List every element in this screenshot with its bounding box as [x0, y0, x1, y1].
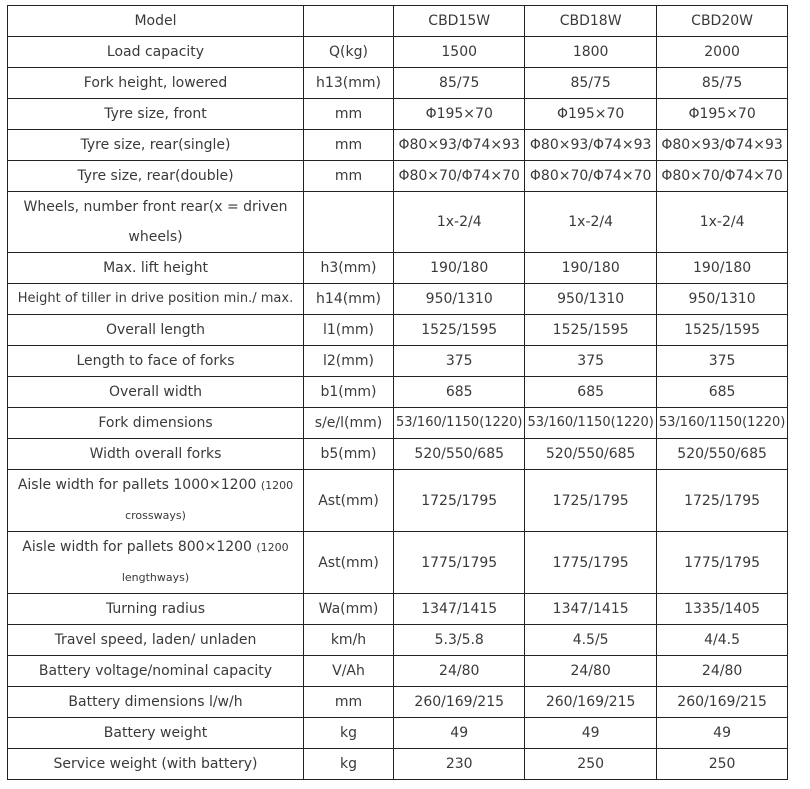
row-label: Overall length: [8, 315, 304, 346]
row-value: Φ195×70: [394, 99, 525, 130]
row-label-line-2: wheels): [128, 229, 183, 245]
row-value: 1775/1795: [525, 532, 656, 594]
row-unit: Q(kg): [304, 37, 394, 68]
row-value: Φ80×70/Φ74×70: [525, 161, 656, 192]
row-value: 375: [656, 346, 787, 377]
row-value: 250: [525, 749, 656, 780]
row-value: 4.5/5: [525, 625, 656, 656]
row-label: Height of tiller in drive position min./ max.: [8, 284, 304, 315]
row-unit: kg: [304, 749, 394, 780]
row-value: Φ80×70/Φ74×70: [656, 161, 787, 192]
row-unit: km/h: [304, 625, 394, 656]
table-row: [8, 99, 788, 130]
table-row: [8, 656, 788, 687]
header-model: Model: [8, 6, 304, 37]
row-value: 190/180: [525, 253, 656, 284]
row-value: 520/550/685: [656, 439, 787, 470]
row-label: Load capacity: [8, 37, 304, 68]
table-row: [8, 346, 788, 377]
row-value: 1725/1795: [394, 470, 525, 532]
row-label: [8, 532, 304, 594]
row-value: 950/1310: [525, 284, 656, 315]
row-value: 49: [525, 718, 656, 749]
row-value: 1725/1795: [525, 470, 656, 532]
row-value: 24/80: [656, 656, 787, 687]
row-label: Overall width: [8, 377, 304, 408]
table-row: [8, 625, 788, 656]
row-unit: [304, 192, 394, 253]
row-value: 1775/1795: [394, 532, 525, 594]
row-value: 230: [394, 749, 525, 780]
row-value: Φ80×93/Φ74×93: [525, 130, 656, 161]
row-value: 1525/1595: [656, 315, 787, 346]
table-row: [8, 377, 788, 408]
row-value: 1500: [394, 37, 525, 68]
row-value: 250: [656, 749, 787, 780]
row-value: 1x-2/4: [525, 192, 656, 253]
row-label: [8, 192, 304, 253]
table-row: [8, 315, 788, 346]
row-unit: Ast(mm): [304, 532, 394, 594]
row-value: 685: [394, 377, 525, 408]
row-value: Φ80×93/Φ74×93: [656, 130, 787, 161]
row-value: 1775/1795: [656, 532, 787, 594]
row-value: 1725/1795: [656, 470, 787, 532]
row-label: Battery voltage/nominal capacity: [8, 656, 304, 687]
table-row: [8, 687, 788, 718]
table-row: [8, 253, 788, 284]
row-label: Length to face of forks: [8, 346, 304, 377]
table-row: [8, 161, 788, 192]
row-label-note: (1200: [260, 479, 294, 492]
row-unit: kg: [304, 718, 394, 749]
row-label: Max. lift height: [8, 253, 304, 284]
row-label-line-2: crossways): [125, 509, 186, 522]
row-value: 53/160/1150(1220): [525, 408, 656, 439]
row-unit: h3(mm): [304, 253, 394, 284]
row-value: 1335/1405: [656, 594, 787, 625]
row-unit: h13(mm): [304, 68, 394, 99]
row-unit: V/Ah: [304, 656, 394, 687]
row-unit: s/e/l(mm): [304, 408, 394, 439]
row-value: 5.3/5.8: [394, 625, 525, 656]
table-row: [8, 408, 788, 439]
row-label: Travel speed, laden/ unladen: [8, 625, 304, 656]
row-value: 2000: [656, 37, 787, 68]
table-row: [8, 68, 788, 99]
row-unit: mm: [304, 130, 394, 161]
row-label: Service weight (with battery): [8, 749, 304, 780]
row-label-line-2: lengthways): [121, 571, 190, 584]
header-model-3: CBD20W: [656, 6, 787, 37]
row-unit: l2(mm): [304, 346, 394, 377]
table-row: [8, 749, 788, 780]
row-value: 4/4.5: [656, 625, 787, 656]
header-model-1: CBD15W: [394, 6, 525, 37]
row-value: 260/169/215: [394, 687, 525, 718]
row-label-main: Aisle width for pallets 1000×1200: [17, 477, 257, 493]
table-row: [8, 284, 788, 315]
row-unit: b1(mm): [304, 377, 394, 408]
row-value: 1525/1595: [525, 315, 656, 346]
row-unit: b5(mm): [304, 439, 394, 470]
row-unit: Ast(mm): [304, 470, 394, 532]
row-value: Φ80×70/Φ74×70: [394, 161, 525, 192]
header-unit: [304, 6, 394, 37]
row-value: 49: [656, 718, 787, 749]
row-value: 685: [656, 377, 787, 408]
row-label: Tyre size, front: [8, 99, 304, 130]
row-value: 24/80: [394, 656, 525, 687]
table-row: [8, 594, 788, 625]
row-value: 1525/1595: [394, 315, 525, 346]
row-value: 260/169/215: [656, 687, 787, 718]
row-value: 520/550/685: [394, 439, 525, 470]
row-value: 53/160/1150(1220): [394, 408, 525, 439]
row-value: Φ195×70: [656, 99, 787, 130]
spec-table: [7, 5, 788, 780]
row-unit: l1(mm): [304, 315, 394, 346]
row-value: 53/160/1150(1220): [656, 408, 787, 439]
row-value: Φ80×93/Φ74×93: [394, 130, 525, 161]
table-row: [8, 718, 788, 749]
row-unit: h14(mm): [304, 284, 394, 315]
row-value: 950/1310: [394, 284, 525, 315]
row-label-main: Aisle width for pallets 800×1200: [22, 539, 252, 555]
row-value: 85/75: [525, 68, 656, 99]
row-value: 375: [525, 346, 656, 377]
row-unit: mm: [304, 687, 394, 718]
row-value: 190/180: [656, 253, 787, 284]
row-value: 1x-2/4: [656, 192, 787, 253]
table-row: [8, 439, 788, 470]
row-value: 375: [394, 346, 525, 377]
row-label: Tyre size, rear(single): [8, 130, 304, 161]
row-label: Battery weight: [8, 718, 304, 749]
table-row: [8, 192, 788, 253]
row-unit: mm: [304, 99, 394, 130]
row-label: Fork height, lowered: [8, 68, 304, 99]
row-value: 260/169/215: [525, 687, 656, 718]
row-value: Φ195×70: [525, 99, 656, 130]
row-value: 49: [394, 718, 525, 749]
row-label-note: (1200: [256, 541, 289, 554]
table-row: [8, 532, 788, 594]
header-model-2: CBD18W: [525, 6, 656, 37]
row-label: [8, 470, 304, 532]
row-value: 1x-2/4: [394, 192, 525, 253]
row-value: 685: [525, 377, 656, 408]
row-value: 1347/1415: [525, 594, 656, 625]
row-label-line-1: [10, 532, 301, 563]
row-label: Battery dimensions l/w/h: [8, 687, 304, 718]
table-row: [8, 37, 788, 68]
row-label: Fork dimensions: [8, 408, 304, 439]
header-row: [8, 6, 788, 37]
row-unit: Wa(mm): [304, 594, 394, 625]
row-label-line-1: Wheels, number front rear(x = driven: [23, 199, 288, 215]
row-value: 24/80: [525, 656, 656, 687]
row-value: 85/75: [656, 68, 787, 99]
row-value: 950/1310: [656, 284, 787, 315]
row-value: 520/550/685: [525, 439, 656, 470]
row-value: 1800: [525, 37, 656, 68]
row-value: 1347/1415: [394, 594, 525, 625]
row-value: 190/180: [394, 253, 525, 284]
row-value: 85/75: [394, 68, 525, 99]
row-label: Width overall forks: [8, 439, 304, 470]
row-unit: mm: [304, 161, 394, 192]
row-label: Turning radius: [8, 594, 304, 625]
row-label-line-1: [10, 470, 301, 501]
row-label: Tyre size, rear(double): [8, 161, 304, 192]
table-row: [8, 130, 788, 161]
table-row: [8, 470, 788, 532]
